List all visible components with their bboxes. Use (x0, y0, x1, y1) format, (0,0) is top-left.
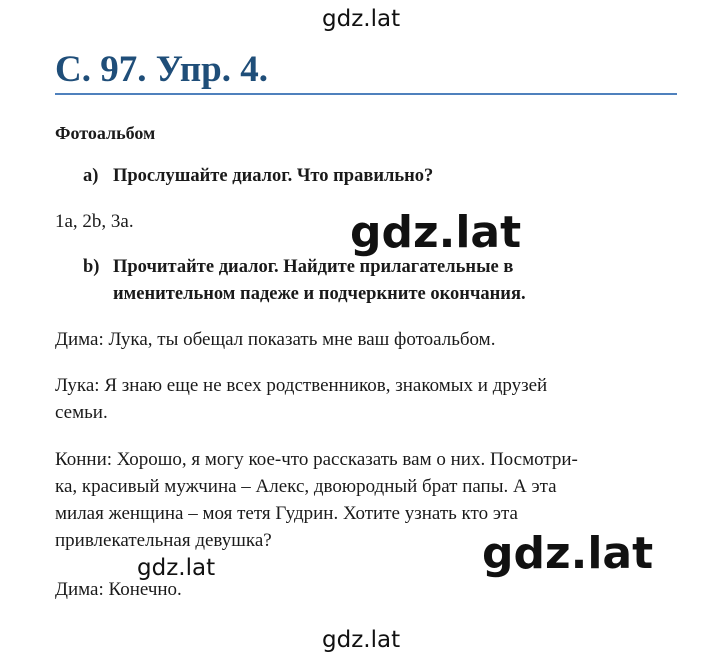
dialogue-line: Дима: Конечно. (55, 579, 182, 600)
title-divider (55, 93, 677, 95)
watermark-top: gdz.lat (322, 6, 401, 32)
watermark-bottom-left: gdz.lat (137, 555, 216, 581)
dialogue-line: Конни: Хорошо, я могу кое-что рассказать вам о них. Посмотри- (55, 449, 578, 470)
section-heading: Фотоальбом (55, 123, 156, 143)
page-title: С. 97. Упр. 4. (55, 49, 268, 90)
task-b-marker: b) (83, 257, 100, 277)
task-b-line: Прочитайте диалог. Найдите прилагательные в (113, 257, 514, 277)
dialogue-line: ка, красивый мужчина – Алекс, двоюродный брат папы. А эта (55, 476, 557, 497)
watermark-bottom: gdz.lat (322, 627, 401, 653)
task-a-text: Прослушайте диалог. Что правильно? (113, 166, 434, 186)
dialogue-line: привлекательная девушка? (55, 530, 272, 551)
dialogue-line: Лука: Я знаю еще не всех родственников, знакомых и друзей (55, 375, 548, 396)
watermark-bottom-right: gdz.lat (482, 528, 654, 579)
dialogue-line: милая женщина – моя тетя Гудрин. Хотите узнать кто эта (55, 503, 518, 524)
answer-a: 1a, 2b, 3a. (55, 211, 134, 232)
dialogue-line: семьи. (55, 402, 108, 423)
dialogue-line: Дима: Лука, ты обещал показать мне ваш фотоальбом. (55, 329, 496, 350)
task-a-marker: a) (83, 166, 99, 186)
watermark-middle: gdz.lat (350, 207, 522, 258)
task-b-line: именительном падеже и подчеркните окончания. (113, 284, 526, 304)
